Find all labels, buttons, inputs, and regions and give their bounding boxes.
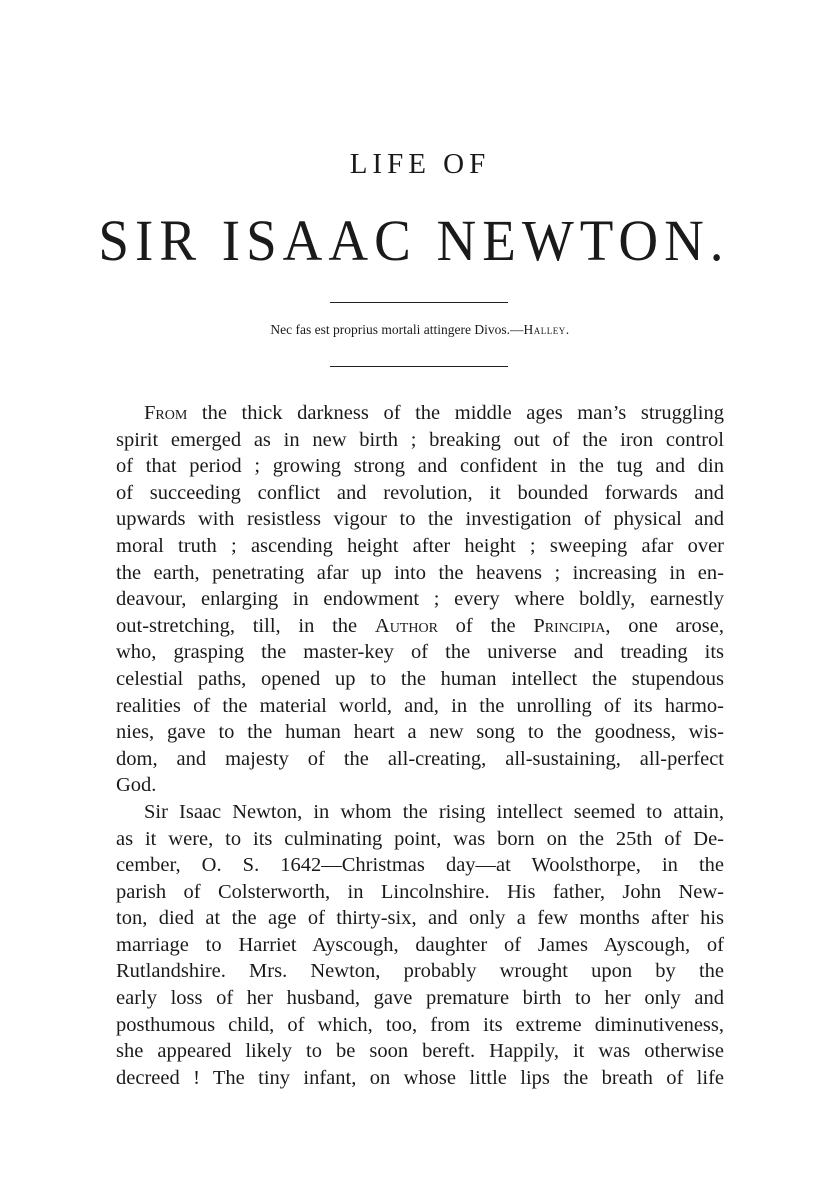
text-line: the earth, penetrating afar up into the heavens ; increasing in en- (116, 561, 724, 584)
text-line: nies, gave to the human heart a new song to the goodness, wis- (116, 721, 724, 744)
text-line: deavour, enlarging in endowment ; every where boldly, earnestly (116, 588, 724, 611)
text-line: spirit emerged as in new birth ; breaking out of the iron control (116, 428, 724, 451)
text-line: parish of Colsterworth, in Lincolnshire. His father, John New- (116, 880, 724, 903)
drop-word: From (144, 402, 188, 424)
text-line: early loss of her husband, gave premature birth to her only and (116, 987, 724, 1010)
text-line: cember, O. S. 1642—Christmas day—at Woolsthorpe, in the (116, 854, 724, 877)
text-line: realities of the material world, and, in the unrolling of its harmo- (116, 694, 724, 717)
text-line: moral truth ; ascending height after height ; sweeping afar over (116, 534, 724, 557)
text-line: as it were, to its culminating point, was born on the 25th of De- (116, 827, 724, 850)
text-line: upwards with resistless vigour to the investigation of physical and (116, 508, 724, 531)
text-line: she appeared likely to be soon bereft. Happily, it was otherwise (116, 1040, 724, 1063)
principia-smallcaps: Principia (533, 614, 606, 637)
text-line: God. (116, 774, 157, 797)
text-line: celestial paths, opened up to the human intellect the stupendous (116, 667, 724, 690)
epigraph-quote: Nec fas est proprius mortali attingere Divos.— (270, 322, 524, 337)
text-line: out-stretching, till, in the Author of the Principia, one arose, (116, 614, 724, 637)
author-smallcaps: Author (374, 614, 438, 637)
divider-rule-bottom (330, 366, 508, 367)
text-line: dom, and majesty of the all-creating, all-sustaining, all-perfect (116, 747, 724, 770)
text-line: ton, died at the age of thirty-six, and only a few months after his (116, 907, 724, 930)
text-line: posthumous child, of which, too, from its extreme diminutiveness, (116, 1013, 724, 1036)
text-line: of succeeding conflict and revolution, it bounded forwards and (116, 481, 724, 504)
body-text (116, 400, 724, 1091)
epigraph (0, 322, 840, 338)
epigraph-author: Halley. (523, 322, 570, 337)
text-line: who, grasping the master-key of the universe and treading its (116, 641, 724, 664)
title-sir-isaac-newton: SIR ISAAC NEWTON. (98, 208, 730, 273)
text-line: marriage to Harriet Ayscough, daughter of James Ayscough, of (116, 933, 724, 956)
divider-rule-top (330, 302, 508, 303)
text-line: Rutlandshire. Mrs. Newton, probably wrought upon by the (116, 960, 724, 983)
text-line: Sir Isaac Newton, in whom the rising intellect seemed to attain, (144, 800, 724, 823)
title-life-of: LIFE OF (349, 148, 491, 180)
text-line: of that period ; growing strong and confident in the tug and din (116, 455, 724, 478)
text-line: decreed ! The tiny infant, on whose little lips the breath of life (116, 1066, 724, 1089)
text-line: From the thick darkness of the middle ages man’s struggling (144, 402, 724, 424)
